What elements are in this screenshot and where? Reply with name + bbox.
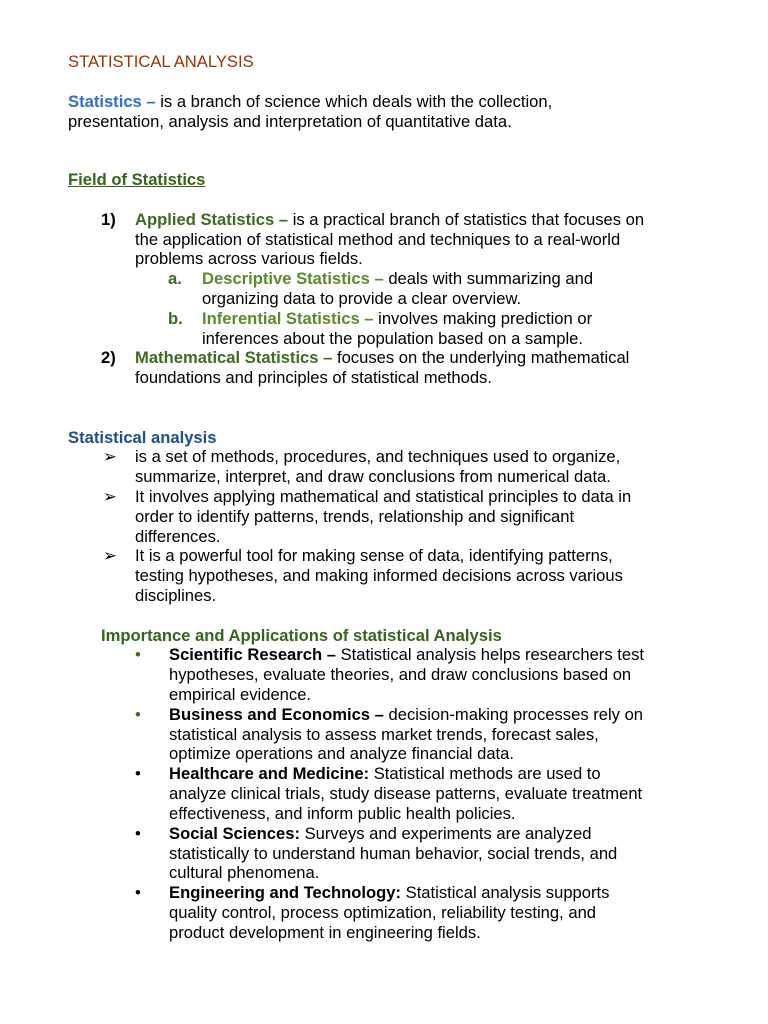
field-sub-b-line-2: inferences about the population based on a sample. [202, 329, 584, 348]
bullet-dot-icon: • [135, 824, 141, 843]
analysis-bullet-2-line-2: order to identify patterns, trends, relationship and significant [135, 507, 575, 526]
importance-item-3-line-2: analyze clinical trials, study disease patterns, evaluate treatment [169, 784, 643, 803]
importance-item-1-line-1: Statistical analysis helps researchers test [335, 645, 644, 664]
field-sub-a-marker: a. [168, 269, 182, 288]
importance-item-4 [169, 824, 591, 844]
analysis-bullet-1-line-1: is a set of methods, procedures, and techniques used to organize, [135, 447, 621, 466]
field-item-1-line-1: is a practical branch of statistics that focuses on [288, 210, 645, 229]
field-item-2-term: Mathematical Statistics – [135, 348, 333, 367]
bullet-dot-icon: • [135, 764, 141, 783]
field-item-1-term: Applied Statistics – [135, 210, 289, 229]
importance-item-1-line-2: hypotheses, evaluate theories, and draw conclusions based on [169, 665, 632, 684]
field-sub-b [202, 309, 592, 329]
importance-heading: Importance and Applications of statistical Analysis [101, 626, 502, 645]
field-item-1-marker: 1) [101, 210, 116, 229]
importance-item-3-line-1: Statistical methods are used to [369, 764, 601, 783]
definition-line-1 [68, 92, 552, 112]
field-item-2-marker: 2) [101, 348, 116, 367]
importance-item-2-line-2: statistical analysis to assess market trends, forecast sales, [169, 725, 599, 744]
importance-item-2-line-1: decision-making processes rely on [383, 705, 644, 724]
analysis-bullet-3-line-2: testing hypotheses, and making informed decisions across various [135, 566, 623, 585]
importance-item-2-line-3: optimize operations and analyze financial data. [169, 744, 515, 763]
importance-item-1-term: Scientific Research – [169, 645, 336, 664]
importance-item-4-term: Social Sciences: [169, 824, 300, 843]
importance-item-5-term: Engineering and Technology: [169, 883, 402, 902]
field-sub-b-marker: b. [168, 309, 183, 328]
analysis-bullet-1-line-2: summarize, interpret, and draw conclusions from numerical data. [135, 467, 611, 486]
importance-item-1-line-3: empirical evidence. [169, 685, 312, 704]
field-sub-a-term: Descriptive Statistics – [202, 269, 384, 288]
analysis-bullet-3-line-3: disciplines. [135, 586, 217, 605]
arrow-bullet-icon: ➢ [103, 546, 117, 565]
analysis-bullet-3-line-1: It is a powerful tool for making sense of data, identifying patterns, [135, 546, 613, 565]
importance-item-1 [169, 645, 644, 665]
importance-item-3-line-3: effectiveness, and inform public health policies. [169, 804, 516, 823]
analysis-bullet-2-line-1: It involves applying mathematical and statistical principles to data in [135, 487, 632, 506]
field-sub-b-line-1: involves making prediction or [373, 309, 593, 328]
importance-item-5 [169, 883, 609, 903]
importance-item-5-line-2: quality control, process optimization, reliability testing, and [169, 903, 597, 922]
field-sub-a-line-2: organizing data to provide a clear overview. [202, 289, 522, 308]
definition-term: Statistics – [68, 92, 156, 111]
field-item-1 [135, 210, 644, 230]
importance-item-3 [169, 764, 601, 784]
definition-text-1: is a branch of science which deals with the collection, [155, 92, 553, 111]
document-title: STATISTICAL ANALYSIS [68, 52, 254, 71]
field-sub-a-line-1: deals with summarizing and [383, 269, 594, 288]
importance-item-2 [169, 705, 643, 725]
bullet-dot-icon: • [135, 705, 141, 724]
field-sub-b-term: Inferential Statistics – [202, 309, 374, 328]
field-sub-a [202, 269, 593, 289]
bullet-dot-icon: • [135, 645, 141, 664]
importance-item-5-line-3: product development in engineering fields. [169, 923, 481, 942]
importance-item-3-term: Healthcare and Medicine: [169, 764, 370, 783]
bullet-dot-icon: • [135, 883, 141, 902]
definition-line-2: presentation, analysis and interpretation of quantitative data. [68, 112, 512, 131]
field-item-1-line-2: the application of statistical method and techniques to a real-world [135, 230, 621, 249]
field-heading: Field of Statistics [68, 170, 206, 189]
field-item-2-line-1: focuses on the underlying mathematical [332, 348, 630, 367]
field-item-1-line-3: problems across various fields. [135, 249, 363, 268]
importance-item-4-line-1: Surveys and experiments are analyzed [299, 824, 592, 843]
arrow-bullet-icon: ➢ [103, 447, 117, 466]
arrow-bullet-icon: ➢ [103, 487, 117, 506]
field-item-2 [135, 348, 629, 368]
importance-item-4-line-2: statistically to understand human behavior, social trends, and [169, 844, 618, 863]
analysis-bullet-2-line-3: differences. [135, 527, 221, 546]
importance-item-4-line-3: cultural phenomena. [169, 863, 320, 882]
analysis-heading: Statistical analysis [68, 428, 217, 447]
field-item-2-line-2: foundations and principles of statistical methods. [135, 368, 492, 387]
importance-item-5-line-1: Statistical analysis supports [401, 883, 610, 902]
importance-item-2-term: Business and Economics – [169, 705, 384, 724]
